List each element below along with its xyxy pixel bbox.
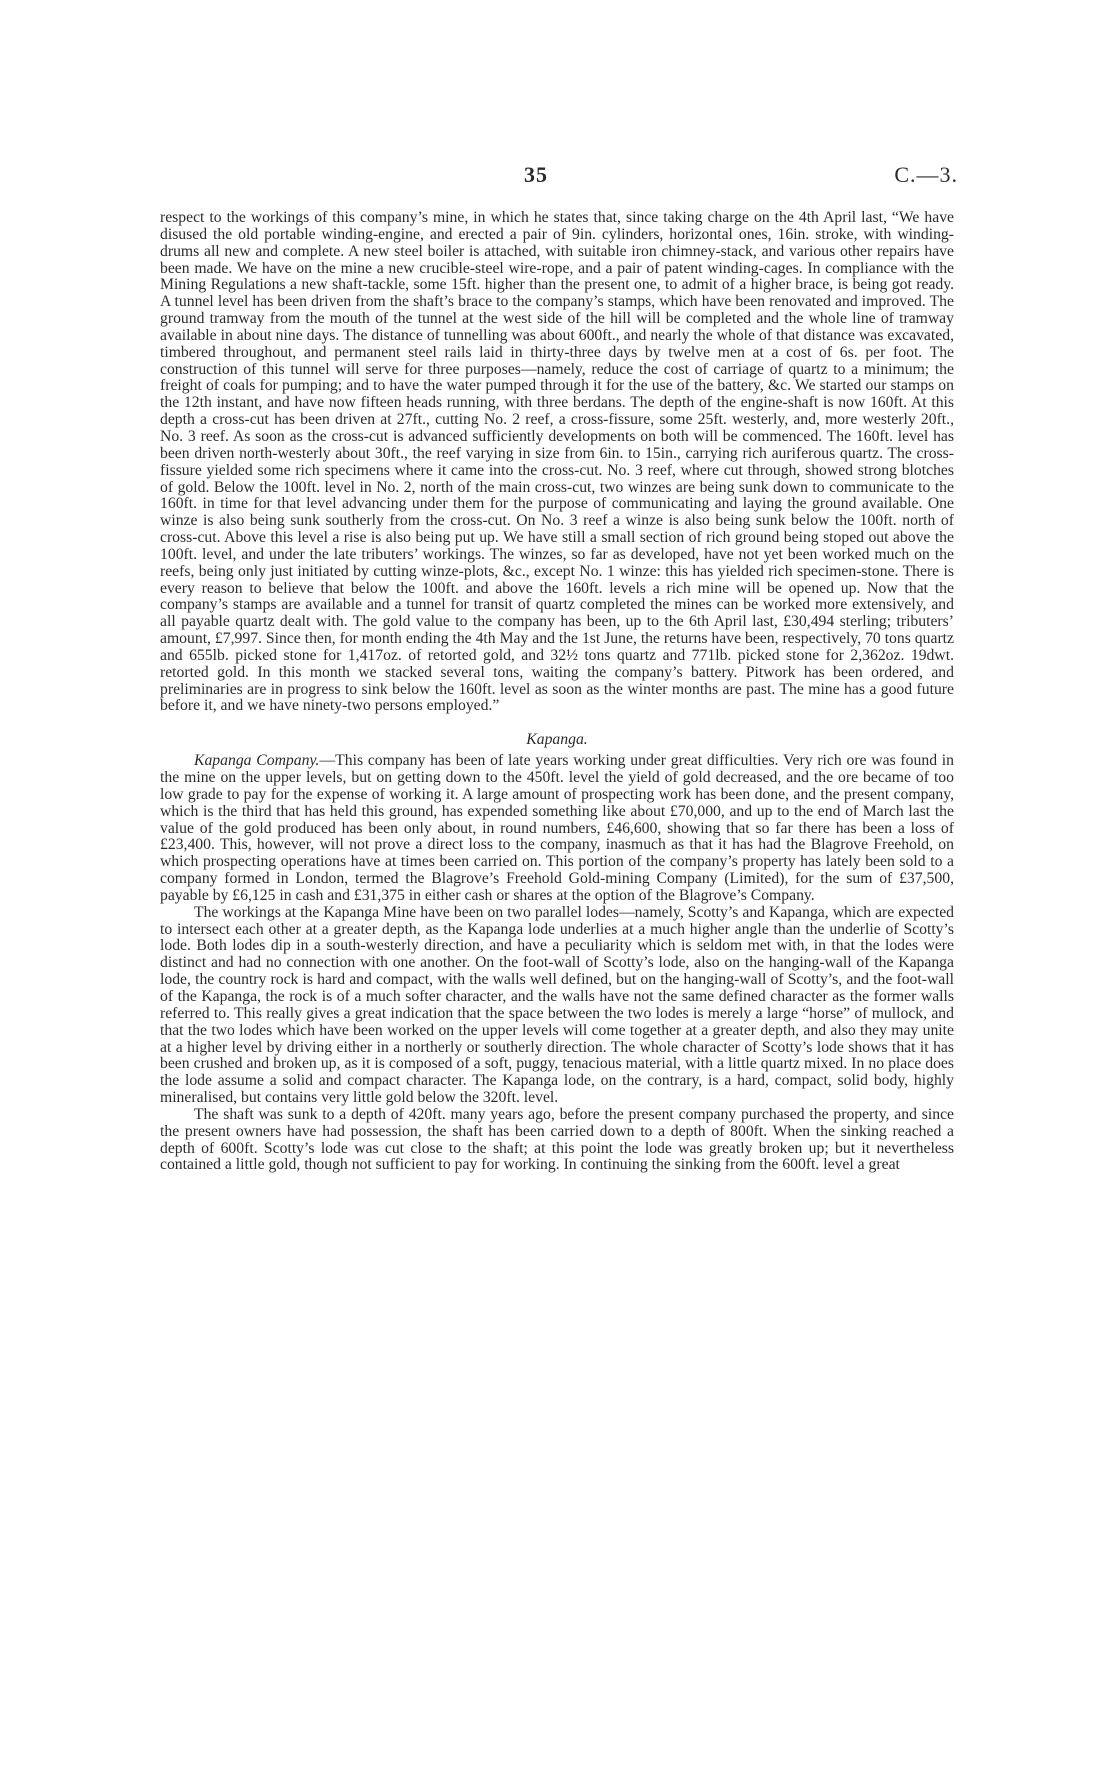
page-body [160, 210, 954, 1174]
paragraph-lead: Kapanga Company. [194, 752, 320, 770]
paragraph-report-quote: respect to the workings of this company’s mine, in which he states that, since taking charge on the 4th April last, “We have disused the old portable winding-engine, and erected a pair of 9in. cylinders, horizontal ones, 16in. stroke, with winding-drums all new and complete. A new steel boiler is attached, with suitable iron chimney-stack, and various other repairs have been made. We have on the mine a new crucible-steel wire-rope, and a pair of patent winding-cages. In compliance with the Mining Regulations a new shaft-tackle, some 15ft. higher than the present one, to admit of a higher brace, is being got ready. A tunnel level has been driven from the shaft’s brace to the company’s stamps, which have been renovated and improved. The ground tramway from the mouth of the tunnel at the west side of the hill will be completed and the whole line of tramway available in about nine days. The distance of tunnelling was about 600ft., and nearly the whole of that distance was excavated, timbered throughout, and permanent steel rails laid in thirty-three days by twelve men at a cost of 6s. per foot. The construction of this tunnel will serve for three purposes—namely, reduce the cost of carriage of quartz to a minimum; the freight of coals for pumping; and to have the water pumped through it for the use of the battery, &c. We started our stamps on the 12th instant, and have now fifteen heads running, with three berdans. The depth of the engine-shaft is now 160ft. At this depth a cross-cut has been driven at 27ft., cutting No. 2 reef, a cross-fissure, some 25ft. westerly, and, more westerly 20ft., No. 3 reef. As soon as the cross-cut is advanced sufficiently developments on both will be commenced. The 160ft. level has been driven north-westerly about 30ft., the reef varying in size from 6in. to 15in., carrying rich auriferous quartz. The cross-fissure yielded some rich specimens where it came into the cross-cut. No. 3 reef, where cut through, showed strong blotches of gold. Below the 100ft. level in No. 2, north of the main cross-cut, two winzes are being sunk down to communicate to the 160ft. in time for that level advancing under them for the purpose of communicating and laying the ground available. One winze is also being sunk southerly from the cross-cut. On No. 3 reef a winze is also being sunk below the 100ft. north of cross-cut. Above this level a rise is also being put up. We have still a small section of rich ground being stoped out above the 100ft. level, and under the late tributers’ workings. The winzes, so far as developed, have not yet been worked much on the reefs, being only just initiated by cutting winze-plots, &c., except No. 1 winze: this has yielded rich specimen-stone. There is every reason to believe that below the 100ft. and above the 160ft. levels a rich mine will be opened up. Now that the company’s stamps are available and a tunnel for transit of quartz completed the mines can be worked more extensively, and all payable quartz dealt with. The gold value to the company has been, up to the 6th April last, £30,494 sterling; tributers’ amount, £7,997. Since then, for month ending the 4th May and the 1st June, the returns have been, respectively, 70 tons quartz and 655lb. picked stone for 1,417oz. of retorted gold, and 32½ tons quartz and 771lb. picked stone for 2,362oz. 19dwt. retorted gold. In this month we stacked several tons, waiting the company’s battery. Pitwork has been ordered, and preliminaries are in progress to sink below the 160ft. level as soon as the winter months are past. The mine has a good future before it, and we have ninety-two persons employed.” [160, 209, 954, 715]
page-number: 35 [524, 162, 548, 187]
paragraph-lodes: The workings at the Kapanga Mine have been on two parallel lodes—namely, Scotty’s and Kapanga, which are expected to intersect each other at a greater depth, as the Kapanga lode underlies at a much higher angle than the underlie of Scotty’s lode. Both lodes dip in a south-westerly direction, and have a peculiarity which is seldom met with, in that the lodes were distinct and had no connection with one another. On the foot-wall of Scotty’s lode, also on the hanging-wall of the Kapanga lode, the country rock is hard and compact, with the walls well defined, but on the hanging-wall of Scotty’s, and the foot-wall of the Kapanga, the rock is of a much softer character, and the walls have not the same defined character as the former walls referred to. This really gives a great indication that the space between the two lodes is merely a large “horse” of mullock, and that the two lodes which have been worked on the upper levels will come together at a greater depth, and also they may unite at a higher level by driving either in a northerly or southerly direction. The whole character of Scotty’s lode shows that it has been crushed and broken up, as it is composed of a soft, puggy, tenacious material, with a little quartz mixed. In no place does the lode assume a solid and compact character. The Kapanga lode, on the contrary, is a hard, compact, solid body, highly mineralised, but contains very little gold below the 320ft. level. [160, 903, 954, 1107]
paragraph-kapanga-company [160, 753, 954, 905]
document-code: C.—3. [894, 162, 958, 187]
paragraph-shaft: The shaft was sunk to a depth of 420ft. many years ago, before the present company purchased the property, and since the present owners have had possession, the shaft has been carried down to a depth of 800ft. When the sinking reached a depth of 600ft. Scotty’s lode was cut close to the shaft; at this point the lode was greatly broken up; but it nevertheless contained a little gold, though not sufficient to pay for working. In continuing the sinking from the 600ft. level a great [160, 1105, 954, 1174]
paragraph-text: —This company has been of late years working under great difficulties. Very rich ore was found in the mine on the upper levels, but on getting down to the 450ft. level the yield of gold decreased, and the ore became of too low grade to pay for the expense of working it. A large amount of prospecting work has been done, and the present company, which is the third that has held this ground, has expended something like about £70,000, and up to the end of March last the value of the gold produced has been only about, in round numbers, £46,600, showing that so far there has been a loss of £23,400. This, however, will not prove a direct loss to the company, inasmuch as that it has had the Blagrove Freehold, on which prospecting operations have at times been carried on. This portion of the company’s property has lately been sold to a company formed in London, termed the Blagrove’s Freehold Gold-mining Company (Limited), for the sum of £37,500, payable by £6,125 in cash and £31,375 in either cash or shares at the option of the Blagrove’s Company. [160, 752, 954, 904]
section-heading: Kapanga. [526, 731, 588, 749]
page-header [0, 162, 1114, 192]
